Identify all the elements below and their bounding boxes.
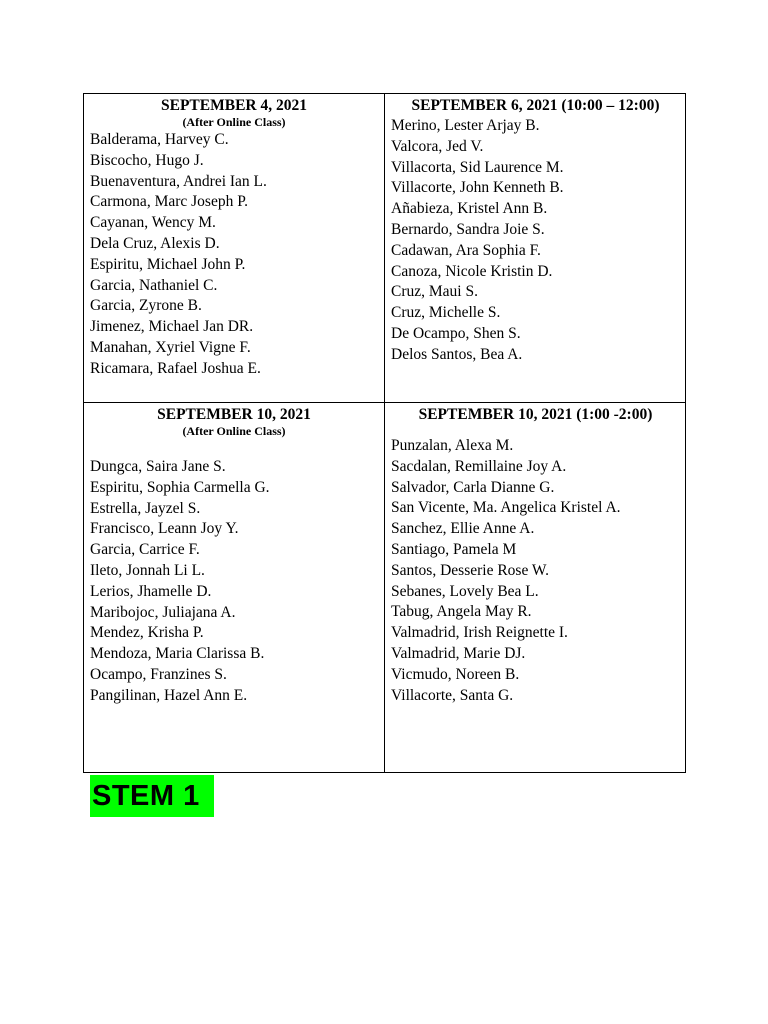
student-name: Bernardo, Sandra Joie S. [391,220,545,238]
student-name: Espiritu, Sophia Carmella G. [90,478,270,496]
schedule-cell-sept6 [385,94,686,403]
student-name: Cadawan, Ara Sophia F. [391,241,541,259]
student-name: Punzalan, Alexa M. [391,437,514,454]
student-name: Ricamara, Rafael Joshua E. [90,359,261,377]
cell-date-header: SEPTEMBER 4, 2021 [161,97,307,114]
student-name: Villacorta, Sid Laurence M. [391,158,564,176]
student-name: Añabieza, Kristel Ann B. [391,200,548,218]
student-name: Valcora, Jed V. [391,137,484,155]
student-name: San Vicente, Ma. Angelica Kristel A. [391,499,621,517]
student-name: Manahan, Xyriel Vigne F. [90,338,251,356]
student-name: Jimenez, Michael Jan DR. [90,318,254,336]
student-name: Maribojoc, Juliajana A. [90,603,236,621]
student-name: Mendez, Krisha P. [90,624,204,642]
cell-date-header: SEPTEMBER 6, 2021 (10:00 – 12:00) [411,97,660,114]
student-list [385,436,686,706]
student-name: De Ocampo, Shen S. [391,324,521,342]
student-name: Cruz, Michelle S. [391,304,501,322]
student-list [385,116,686,366]
student-name: Dungca, Saira Jane S. [90,458,226,475]
student-name: Pangilinan, Hazel Ann E. [90,686,248,704]
student-name: Merino, Lester Arjay B. [391,117,540,134]
schedule-table [83,93,686,773]
student-list [84,130,384,380]
student-name: Ocampo, Franzines S. [90,665,227,683]
student-name: Estrella, Jayzel S. [90,499,201,517]
student-name: Garcia, Zyrone B. [90,297,202,315]
student-name: Vicmudo, Noreen B. [391,665,520,683]
student-name: Tabug, Angela May R. [391,603,532,621]
student-name: Santos, Desserie Rose W. [391,561,550,579]
student-name: Sacdalan, Remillaine Joy A. [391,457,567,475]
student-name: Canoza, Nicole Kristin D. [391,262,553,280]
student-list [84,457,384,707]
student-name: Carmona, Marc Joseph P. [90,193,248,211]
student-name: Santiago, Pamela M [391,540,517,558]
cell-time-note: (After Online Class) [182,424,286,438]
student-name: Villacorte, Santa G. [391,686,514,704]
schedule-cell-sept10-after-class [84,403,385,772]
student-name: Valmadrid, Marie DJ. [391,644,526,662]
student-name: Cayanan, Wency M. [90,214,216,232]
student-name: Dela Cruz, Alexis D. [90,234,220,252]
schedule-cell-sept10-afternoon [385,403,686,772]
cell-date-header: SEPTEMBER 10, 2021 (1:00 -2:00) [418,406,653,423]
student-name: Mendoza, Maria Clarissa B. [90,645,265,663]
student-name: Villacorte, John Kenneth B. [391,179,564,197]
cell-time-note: (After Online Class) [182,115,286,129]
student-name: Ileto, Jonnah Li L. [90,561,205,579]
student-name: Sebanes, Lovely Bea L. [391,582,539,600]
student-name: Cruz, Maui S. [391,283,478,301]
schedule-cell-sept4 [84,94,385,403]
student-name: Biscocho, Hugo J. [90,151,204,169]
student-name: Francisco, Leann Joy Y. [90,520,239,538]
student-name: Lerios, Jhamelle D. [90,582,212,600]
student-name: Garcia, Nathaniel C. [90,276,218,294]
student-name: Buenaventura, Andrei Ian L. [90,172,267,190]
student-name: Delos Santos, Bea A. [391,345,523,363]
student-name: Salvador, Carla Dianne G. [391,478,555,496]
student-name: Valmadrid, Irish Reignette I. [391,624,568,642]
student-name: Espiritu, Michael John P. [90,255,246,273]
section-label: STEM 1 [90,775,214,817]
student-name: Balderama, Harvey C. [90,131,229,148]
cell-date-header: SEPTEMBER 10, 2021 [157,406,311,423]
student-name: Sanchez, Ellie Anne A. [391,520,535,538]
student-name: Garcia, Carrice F. [90,541,200,559]
